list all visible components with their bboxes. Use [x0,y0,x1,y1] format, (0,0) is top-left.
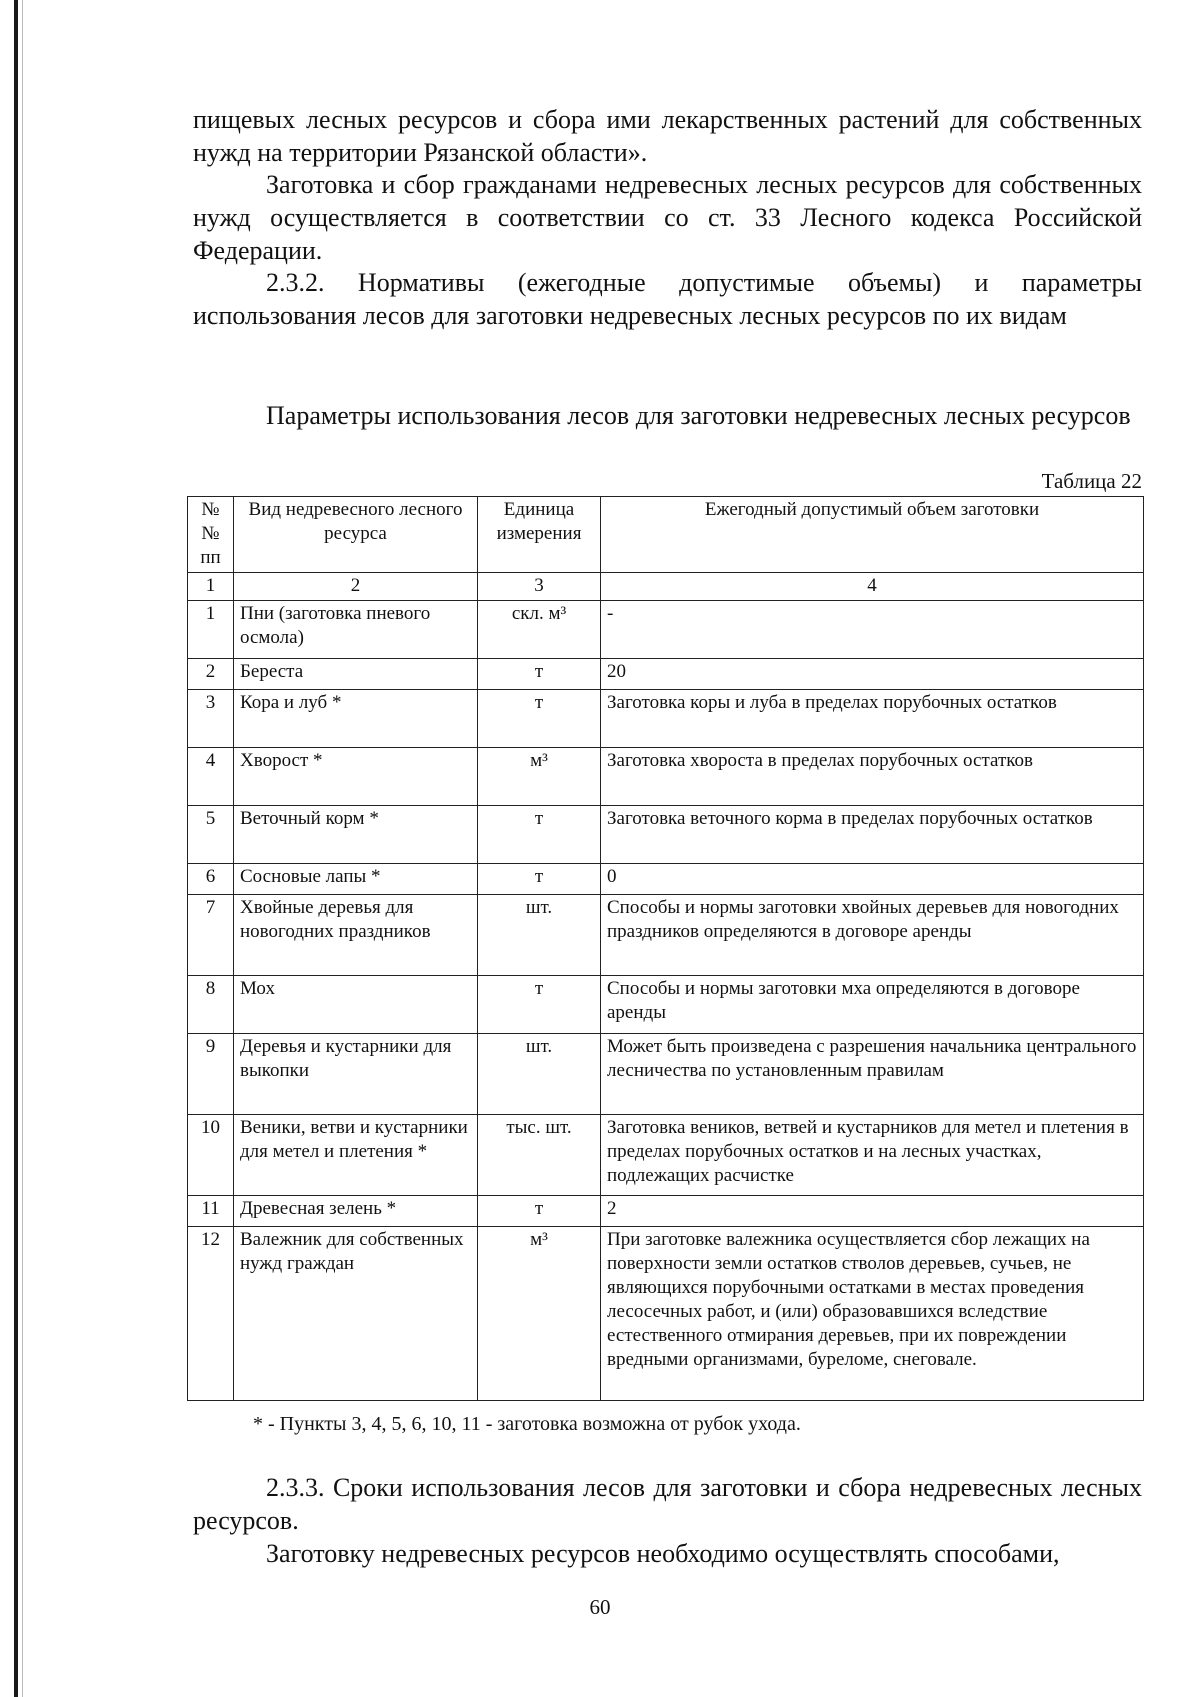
table-row [188,1227,1144,1401]
table-column-number-row [188,573,1144,601]
column-number: 3 [478,573,601,601]
resource-name-cell: Хворост * [234,748,478,806]
resource-name-cell: Кора и луб * [234,690,478,748]
table-row [188,1196,1144,1227]
annual-volume-cell: Заготовка коры и луба в пределах порубочных остатков [601,690,1144,748]
resource-name-cell: Сосновые лапы * [234,864,478,895]
resource-name-cell: Веточный корм * [234,806,478,864]
row-number-cell: 8 [188,976,234,1034]
annual-volume-cell: Способы и нормы заготовки мха определяются в договоре аренды [601,976,1144,1034]
annual-volume-cell: 20 [601,659,1144,690]
paragraph-harvesting-methods: Заготовку недревесных ресурсов необходимо осуществлять способами, [266,1539,1060,1568]
column-number: 2 [234,573,478,601]
row-number-cell: 2 [188,659,234,690]
table-row [188,864,1144,895]
scan-binding-edge-secondary [22,0,23,1697]
annual-volume-cell: Заготовка веточного корма в пределах порубочных остатков [601,806,1144,864]
table-row [188,806,1144,864]
table-row [188,748,1144,806]
header-number: №№ пп [188,497,234,573]
section-2-3-2-heading: 2.3.2. Нормативы (ежегодные допустимые объемы) и параметры использования лесов для заготовки недревесных лесных ресурсов по их видам [193,268,1142,330]
scan-binding-edge [14,0,18,1697]
table-row [188,601,1144,659]
unit-cell: тыс. шт. [478,1115,601,1196]
row-number-cell: 5 [188,806,234,864]
resource-name-cell: Веники, ветви и кустарники для метел и плетения * [234,1115,478,1196]
resource-name-cell: Древесная зелень * [234,1196,478,1227]
table-footnote: * - Пункты 3, 4, 5, 6, 10, 11 - заготовка возможна от рубок ухода. [253,1413,801,1435]
annual-volume-cell: Заготовка хвороста в пределах порубочных остатков [601,748,1144,806]
header-unit: Единица измерения [478,497,601,573]
header-annual-volume: Ежегодный допустимый объем заготовки [601,497,1144,573]
unit-cell: т [478,690,601,748]
resource-name-cell: Валежник для собственных нужд граждан [234,1227,478,1401]
table-row [188,1034,1144,1115]
header-resource-type: Вид недревесного лесного ресурса [234,497,478,573]
annual-volume-cell: При заготовке валежника осуществляется сбор лежащих на поверхности земли остатков стволов деревьев, сучьев, не являющихся порубочными остатками в местах проведения лесосечных работ, и (или) образовавшихся вследствие естественного отмирания деревьев, при их повреждении вредными организмами, буреломе, снеговале. [601,1227,1144,1401]
annual-volume-cell: - [601,601,1144,659]
table-header-row [188,497,1144,573]
row-number-cell: 1 [188,601,234,659]
unit-cell: м³ [478,748,601,806]
unit-cell: шт. [478,895,601,976]
table-body [188,497,1144,1401]
column-number: 1 [188,573,234,601]
unit-cell: шт. [478,1034,601,1115]
annual-volume-cell: 0 [601,864,1144,895]
unit-cell: т [478,659,601,690]
table-number-label: Таблица 22 [1041,469,1142,493]
annual-volume-cell: Может быть произведена с разрешения начальника центрального лесничества по установленным правилам [601,1034,1144,1115]
table-row [188,659,1144,690]
table-caption: Параметры использования лесов для заготовки недревесных лесных ресурсов [266,401,1131,430]
table-row [188,1115,1144,1196]
table-row [188,690,1144,748]
paragraph-intro-continuation: пищевых лесных ресурсов и сбора ими лекарственных растений для собственных нужд на территории Рязанской области». [193,105,1142,167]
annual-volume-cell: 2 [601,1196,1144,1227]
unit-cell: скл. м³ [478,601,601,659]
table-row [188,895,1144,976]
unit-cell: т [478,806,601,864]
row-number-cell: 3 [188,690,234,748]
section-2-3-3-heading: 2.3.3. Сроки использования лесов для заготовки и сбора недревесных лесных ресурсов. [193,1473,1142,1535]
row-number-cell: 6 [188,864,234,895]
non-timber-resources-table [187,496,1144,1401]
annual-volume-cell: Заготовка веников, ветвей и кустарников для метел и плетения в пределах порубочных остатков и на лесных участках, подлежащих расчистке [601,1115,1144,1196]
unit-cell: т [478,1196,601,1227]
row-number-cell: 12 [188,1227,234,1401]
column-number: 4 [601,573,1144,601]
row-number-cell: 11 [188,1196,234,1227]
row-number-cell: 4 [188,748,234,806]
unit-cell: т [478,864,601,895]
resource-name-cell: Береста [234,659,478,690]
paragraph-harvesting-basis: Заготовка и сбор гражданами недревесных лесных ресурсов для собственных нужд осуществляется в соответствии со ст. 33 Лесного кодекса Российской Федерации. [193,170,1142,265]
row-number-cell: 9 [188,1034,234,1115]
table-row [188,976,1144,1034]
resource-name-cell: Хвойные деревья для новогодних праздников [234,895,478,976]
resource-name-cell: Пни (заготовка пневого осмола) [234,601,478,659]
annual-volume-cell: Способы и нормы заготовки хвойных деревьев для новогодних праздников определяются в договоре аренды [601,895,1144,976]
page-number: 60 [589,1595,611,1619]
row-number-cell: 10 [188,1115,234,1196]
resource-name-cell: Мох [234,976,478,1034]
unit-cell: т [478,976,601,1034]
resource-name-cell: Деревья и кустарники для выкопки [234,1034,478,1115]
row-number-cell: 7 [188,895,234,976]
unit-cell: м³ [478,1227,601,1401]
